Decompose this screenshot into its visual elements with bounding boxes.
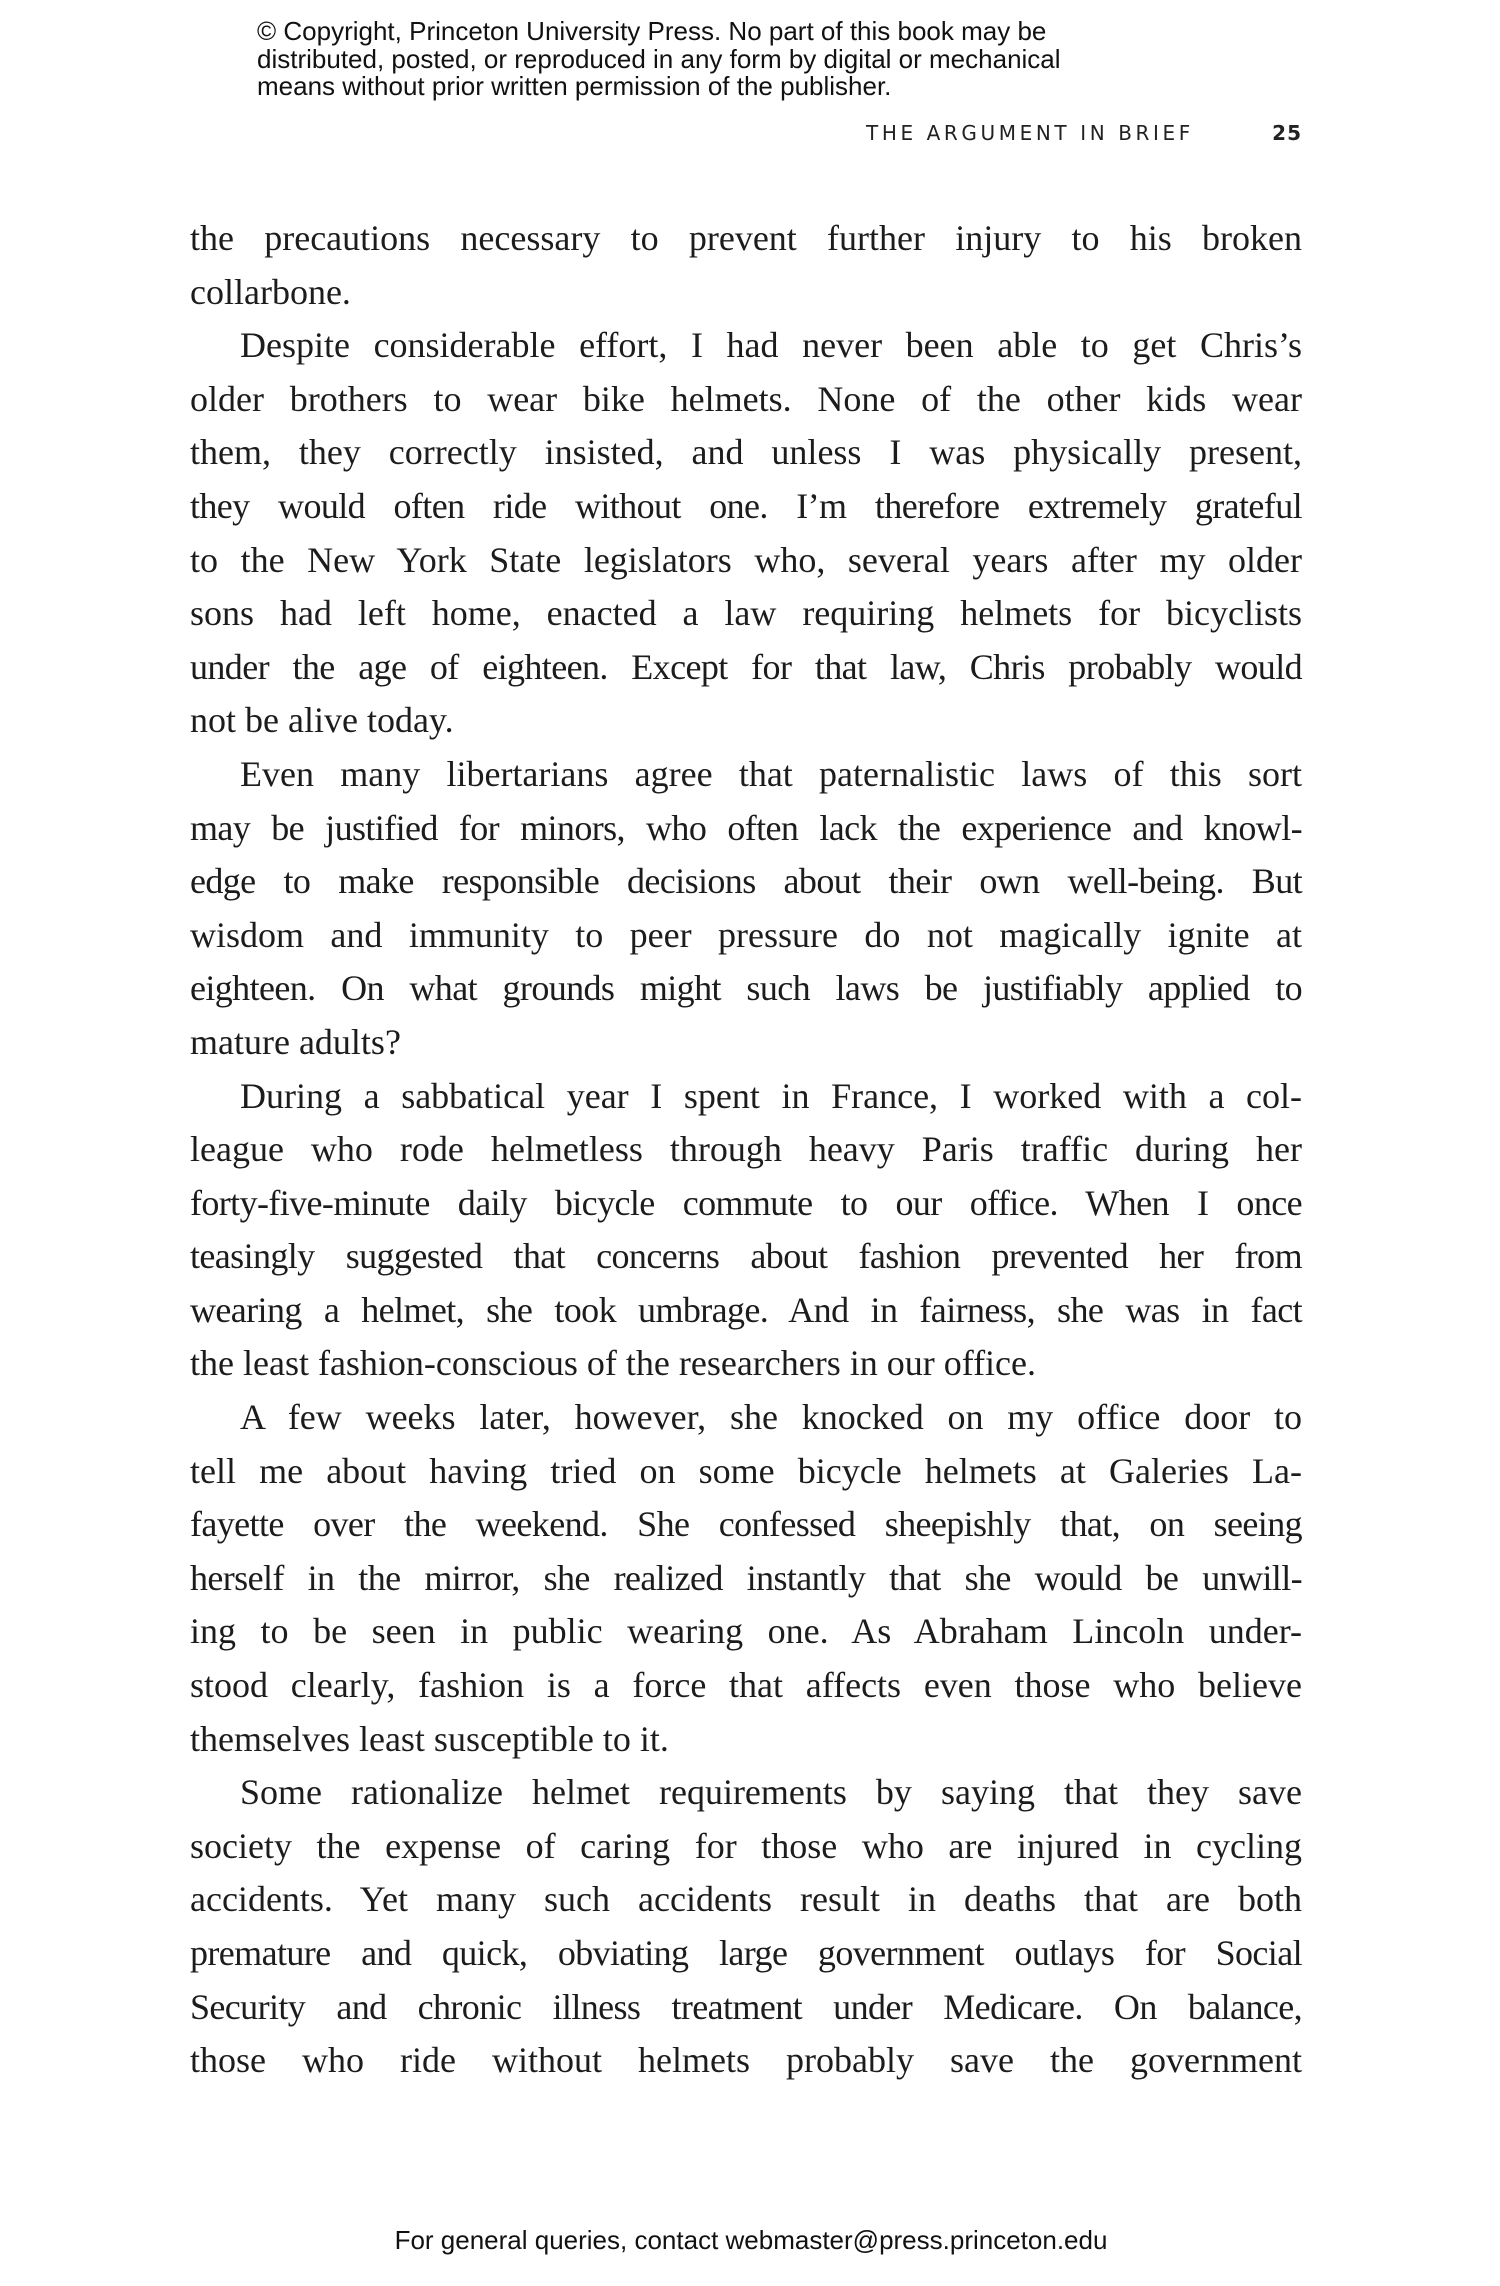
text-line: sons had left home, enacted a law requiring helmets for bicyclists bbox=[190, 593, 1302, 634]
text-line: accidents. Yet many such accidents result in deaths that are both bbox=[190, 1879, 1302, 1920]
text-line: them, they correctly insisted, and unless I was physically present, bbox=[190, 432, 1302, 473]
text-line: the precautions necessary to prevent further injury to his broken bbox=[190, 218, 1302, 258]
body-text bbox=[190, 212, 1302, 2088]
copyright-line: means without prior written permission of the publisher. bbox=[257, 71, 892, 101]
text-line: A few weeks later, however, she knocked on my office door to bbox=[240, 1397, 1302, 1438]
paragraph bbox=[190, 748, 1302, 1070]
text-line: society the expense of caring for those who are injured in cycling bbox=[190, 1825, 1302, 1866]
paragraph bbox=[190, 1391, 1302, 1766]
text-line: teasingly suggested that concerns about fashion prevented her from bbox=[190, 1236, 1302, 1277]
text-line: not be alive today. bbox=[190, 700, 454, 741]
text-line: fayette over the weekend. She confessed sheepishly that, on seeing bbox=[190, 1504, 1302, 1545]
text-line: Despite considerable effort, I had never been able to get Chris’s bbox=[240, 325, 1302, 366]
copyright-line: distributed, posted, or reproduced in any form by digital or mechanical bbox=[257, 43, 1061, 74]
copyright-notice bbox=[257, 18, 1257, 101]
text-line: may be justified for minors, who often lack the experience and knowl- bbox=[190, 807, 1302, 848]
paragraph bbox=[190, 1766, 1302, 2088]
page-number: 25 bbox=[1272, 121, 1302, 145]
text-line: forty-five-minute daily bicycle commute to our office. When I once bbox=[190, 1182, 1302, 1223]
text-line: wearing a helmet, she took umbrage. And in fairness, she was in fact bbox=[190, 1289, 1302, 1330]
paragraph bbox=[190, 212, 1302, 319]
text-line: they would often ride without one. I’m therefore extremely grateful bbox=[190, 485, 1302, 526]
text-line: mature adults? bbox=[190, 1021, 401, 1062]
text-line: herself in the mirror, she realized instantly that she would be unwill- bbox=[190, 1557, 1302, 1598]
paragraph bbox=[190, 319, 1302, 748]
text-line: older brothers to wear bike helmets. None of the other kids wear bbox=[190, 378, 1302, 419]
text-line: edge to make responsible decisions about their own well-being. But bbox=[190, 861, 1302, 902]
copyright-line: © Copyright, Princeton University Press. No part of this book may be bbox=[257, 16, 1047, 46]
text-line: tell me about having tried on some bicycle helmets at Galeries La- bbox=[190, 1450, 1302, 1491]
text-line: During a sabbatical year I spent in France, I worked with a col- bbox=[240, 1075, 1302, 1116]
text-line: ing to be seen in public wearing one. As Abraham Lincoln under- bbox=[190, 1611, 1302, 1652]
text-line: to the New York State legislators who, several years after my older bbox=[190, 539, 1302, 580]
paragraph bbox=[190, 1070, 1302, 1392]
text-line: Even many libertarians agree that paternalistic laws of this sort bbox=[240, 753, 1302, 794]
chapter-title: THE ARGUMENT IN BRIEF bbox=[866, 121, 1194, 145]
footer-text: For general queries, contact webmaster@press.princeton.edu bbox=[394, 2225, 1108, 2255]
text-line: the least fashion-conscious of the researchers in our office. bbox=[190, 1343, 1037, 1384]
text-line: premature and quick, obviating large government outlays for Social bbox=[190, 1933, 1302, 1973]
text-line: league who rode helmetless through heavy Paris traffic during her bbox=[190, 1129, 1302, 1170]
text-line: under the age of eighteen. Except for that law, Chris probably would bbox=[190, 646, 1302, 687]
text-line: those who ride without helmets probably save the government bbox=[190, 2040, 1302, 2081]
footer-contact bbox=[0, 2225, 1500, 2255]
text-line: Security and chronic illness treatment under Medicare. On balance, bbox=[190, 1986, 1302, 2027]
text-line: themselves least susceptible to it. bbox=[190, 1718, 669, 1759]
text-line: stood clearly, fashion is a force that affects even those who believe bbox=[190, 1665, 1302, 1706]
text-line: collarbone. bbox=[190, 271, 351, 312]
text-line: Some rationalize helmet requirements by saying that they save bbox=[240, 1772, 1302, 1813]
text-line: eighteen. On what grounds might such laws be justifiably applied to bbox=[190, 968, 1302, 1009]
text-line: wisdom and immunity to peer pressure do not magically ignite at bbox=[190, 914, 1302, 955]
running-head bbox=[866, 121, 1302, 145]
